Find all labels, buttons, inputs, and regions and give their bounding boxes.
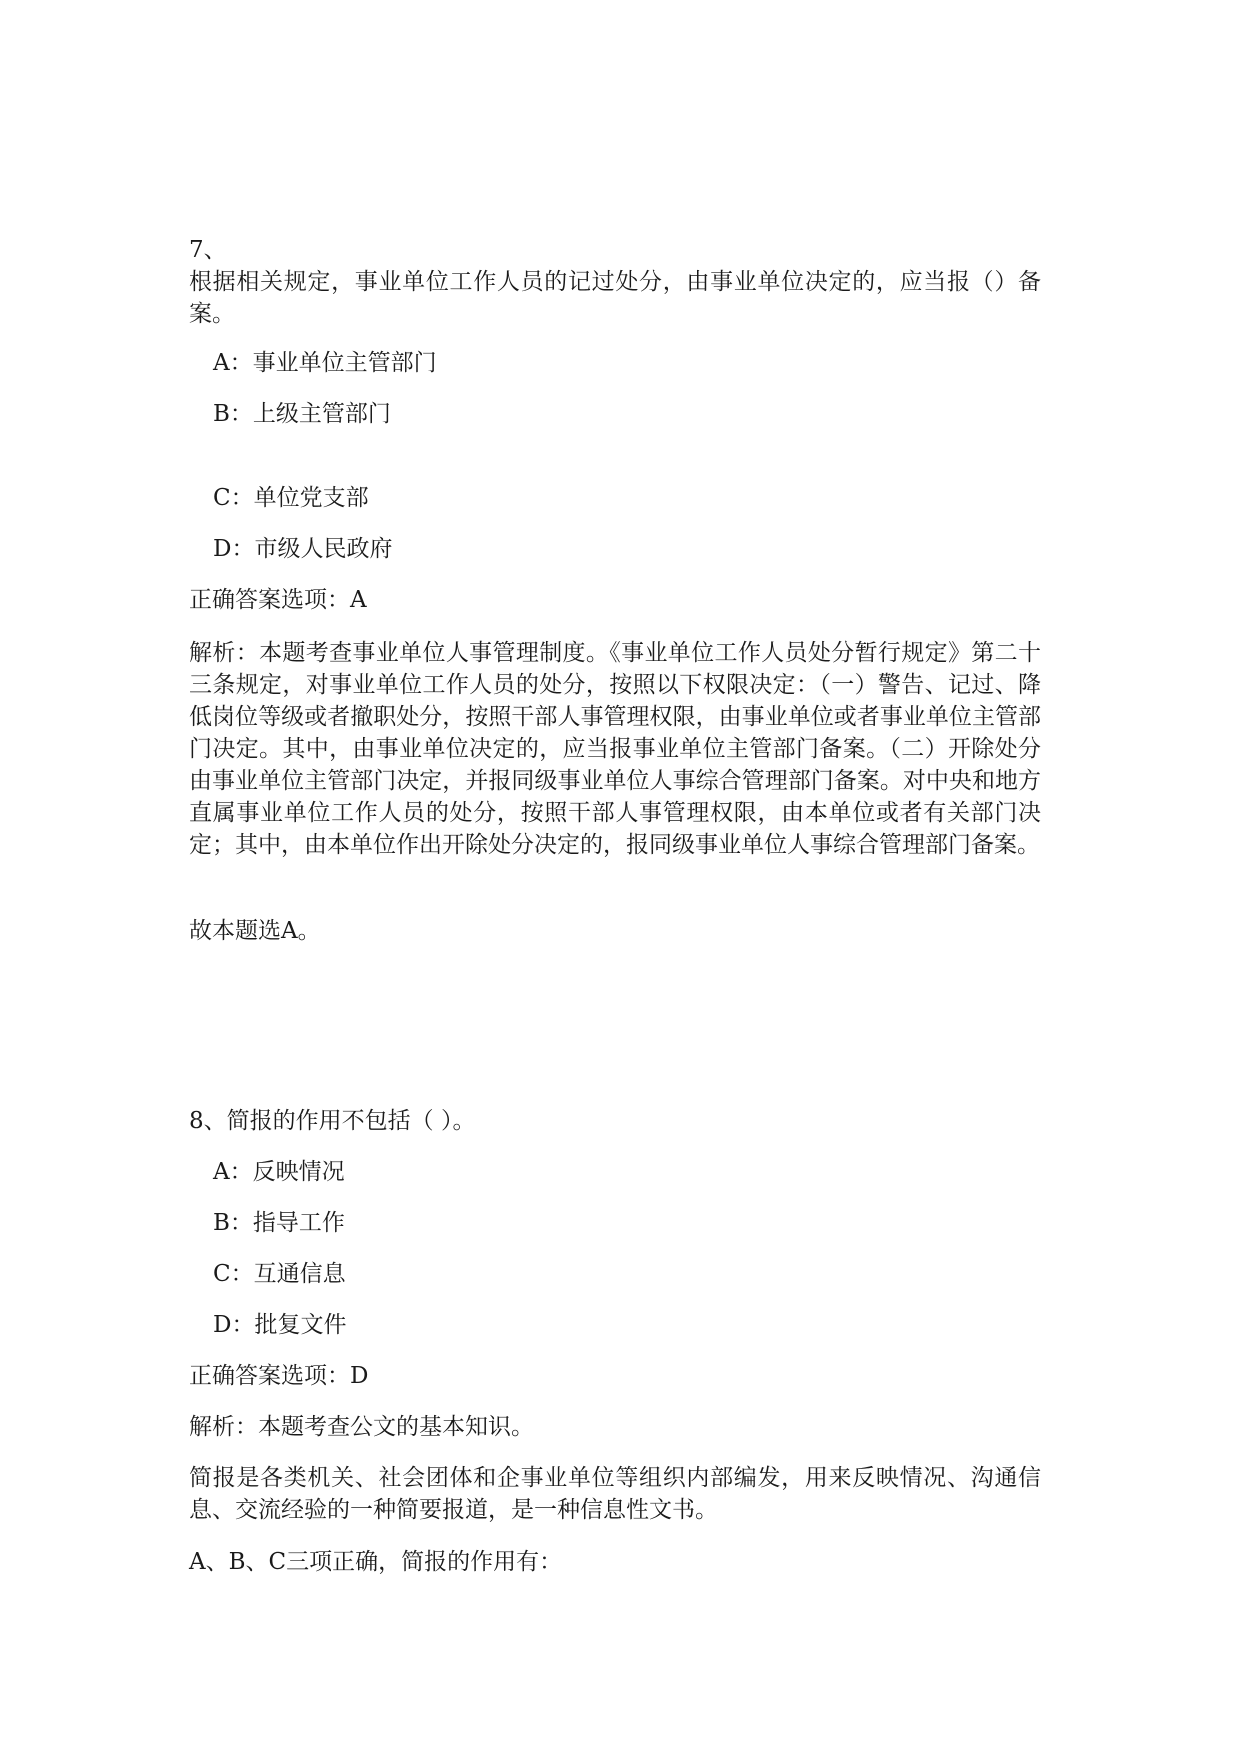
q8-option-b: B：指导工作 — [213, 1210, 345, 1236]
q7-stem: 根据相关规定，事业单位工作人员的记过处分，由事业单位决定的，应当报（）备案。 — [189, 269, 1041, 327]
q8-paragraph-2: A、B、C三项正确，简报的作用有： — [189, 1549, 563, 1575]
q8-option-d: D：批复文件 — [213, 1312, 347, 1338]
q7-option-b: B：上级主管部门 — [213, 401, 391, 427]
q8-option-a: A：反映情况 — [213, 1159, 345, 1185]
q8-paragraph-1: 简报是各类机关、社会团体和企事业单位等组织内部编发，用来反映情况、沟通信息、交流经验的一种简要报道，是一种信息性文书。 — [189, 1465, 1041, 1523]
q8-analysis: 解析：本题考查公文的基本知识。 — [189, 1414, 534, 1440]
q7-option-a: A：事业单位主管部门 — [213, 350, 437, 376]
q7-number: 7、 — [189, 237, 227, 263]
q8-answer: 正确答案选项：D — [189, 1363, 369, 1389]
q7-conclusion: 故本题选A。 — [189, 918, 321, 944]
q7-option-c: C：单位党支部 — [213, 485, 369, 511]
q7-option-d: D：市级人民政府 — [213, 536, 393, 562]
q7-answer: 正确答案选项：A — [189, 587, 367, 613]
q8-option-c: C：互通信息 — [213, 1261, 346, 1287]
q7-analysis: 解析：本题考查事业单位人事管理制度。《事业单位工作人员处分暂行规定》第二十三条规定，对事业单位工作人员的处分，按照以下权限决定：（一）警告、记过、降低岗位等级或者撤职处分，按照干部人事管理权限，由事业单位或者事业单位主管部门决定。其中，由事业单位决定的，应当报事业单位主管部门备案。（二）开除处分由事业单位主管部门决定，并报同级事业单位人事综合管理部门备案。对中央和地方直属事业单位工作人员的处分，按照干部人事管理权限，由本单位或者有关部门决定；其中，由本单位作出开除处分决定的，报同级事业单位人事综合管理部门备案。 — [189, 640, 1041, 858]
q8-stem: 8、简报的作用不包括（ ）。 — [189, 1108, 476, 1134]
